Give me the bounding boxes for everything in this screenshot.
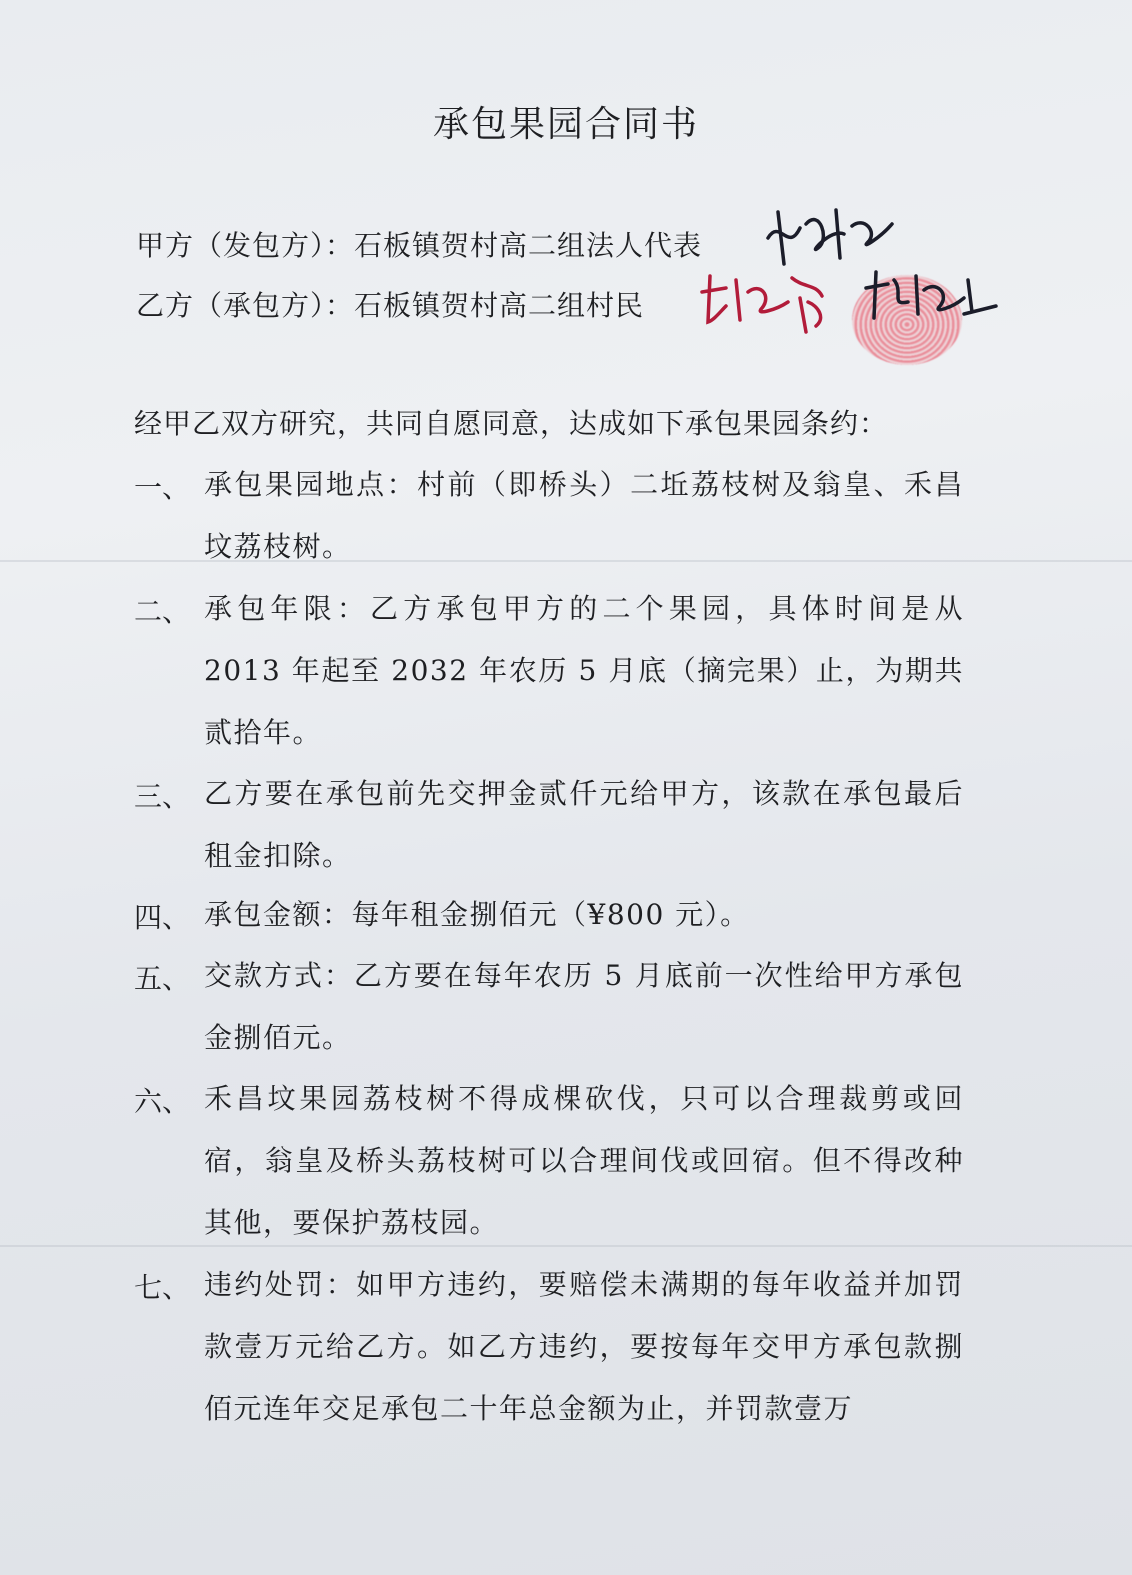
clause-number: 七、 bbox=[134, 1271, 191, 1304]
clause-text: 交款方式：乙方要在每年农历 5 月底前一次性给甲方承包金捌佰元。 bbox=[204, 959, 964, 1054]
party-a-signature bbox=[760, 198, 900, 268]
document-title: 承包果园合同书 bbox=[432, 104, 699, 145]
clause-text: 承包果园地点：村前（即桥头）二坵荔枝树及翁皇、禾昌坟荔枝树。 bbox=[204, 468, 964, 563]
clause-number: 六、 bbox=[134, 1085, 191, 1118]
clause-number: 四、 bbox=[134, 901, 191, 934]
party-b-line bbox=[136, 284, 644, 324]
clause-text: 承包金额：每年租金捌佰元（¥800 元）。 bbox=[204, 898, 750, 931]
party-b-signature-1 bbox=[696, 262, 836, 342]
party-a-detail: 石板镇贺村高二组法人代表 bbox=[354, 229, 703, 262]
clause-text: 禾昌坟果园荔枝树不得成棵砍伐，只可以合理裁剪或回宿，翁皇及桥头荔枝树可以合理间伐或回宿。但不得改种其他，要保护荔枝园。 bbox=[204, 1082, 964, 1239]
clause-text: 违约处罚：如甲方违约，要赔偿未满期的每年收益并加罚款壹万元给乙方。如乙方违约，要按每年交甲方承包款捌佰元连年交足承包二十年总金额为止，并罚款壹万 bbox=[204, 1268, 964, 1425]
clause-text: 承包年限：乙方承包甲方的二个果园，具体时间是从 2013 年起至 2032 年农历 5 月底（摘完果）止，为期共贰拾年。 bbox=[204, 592, 964, 749]
clause-number: 三、 bbox=[134, 780, 191, 813]
party-b-label: 乙方（承包方）： bbox=[136, 289, 355, 322]
party-b-signature-2 bbox=[860, 262, 1000, 332]
clause-number: 一、 bbox=[134, 471, 191, 504]
clause-text: 乙方要在承包前先交押金贰仟元给甲方，该款在承包最后租金扣除。 bbox=[204, 777, 964, 872]
party-b-detail: 石板镇贺村高二组村民 bbox=[354, 289, 645, 322]
intro-text: 经甲乙双方研究，共同自愿同意，达成如下承包果园条约： bbox=[134, 407, 889, 440]
clause-number: 二、 bbox=[134, 595, 191, 628]
party-a-line bbox=[136, 224, 702, 264]
clause-number: 五、 bbox=[134, 962, 191, 995]
party-a-label: 甲方（发包方）： bbox=[136, 229, 355, 262]
